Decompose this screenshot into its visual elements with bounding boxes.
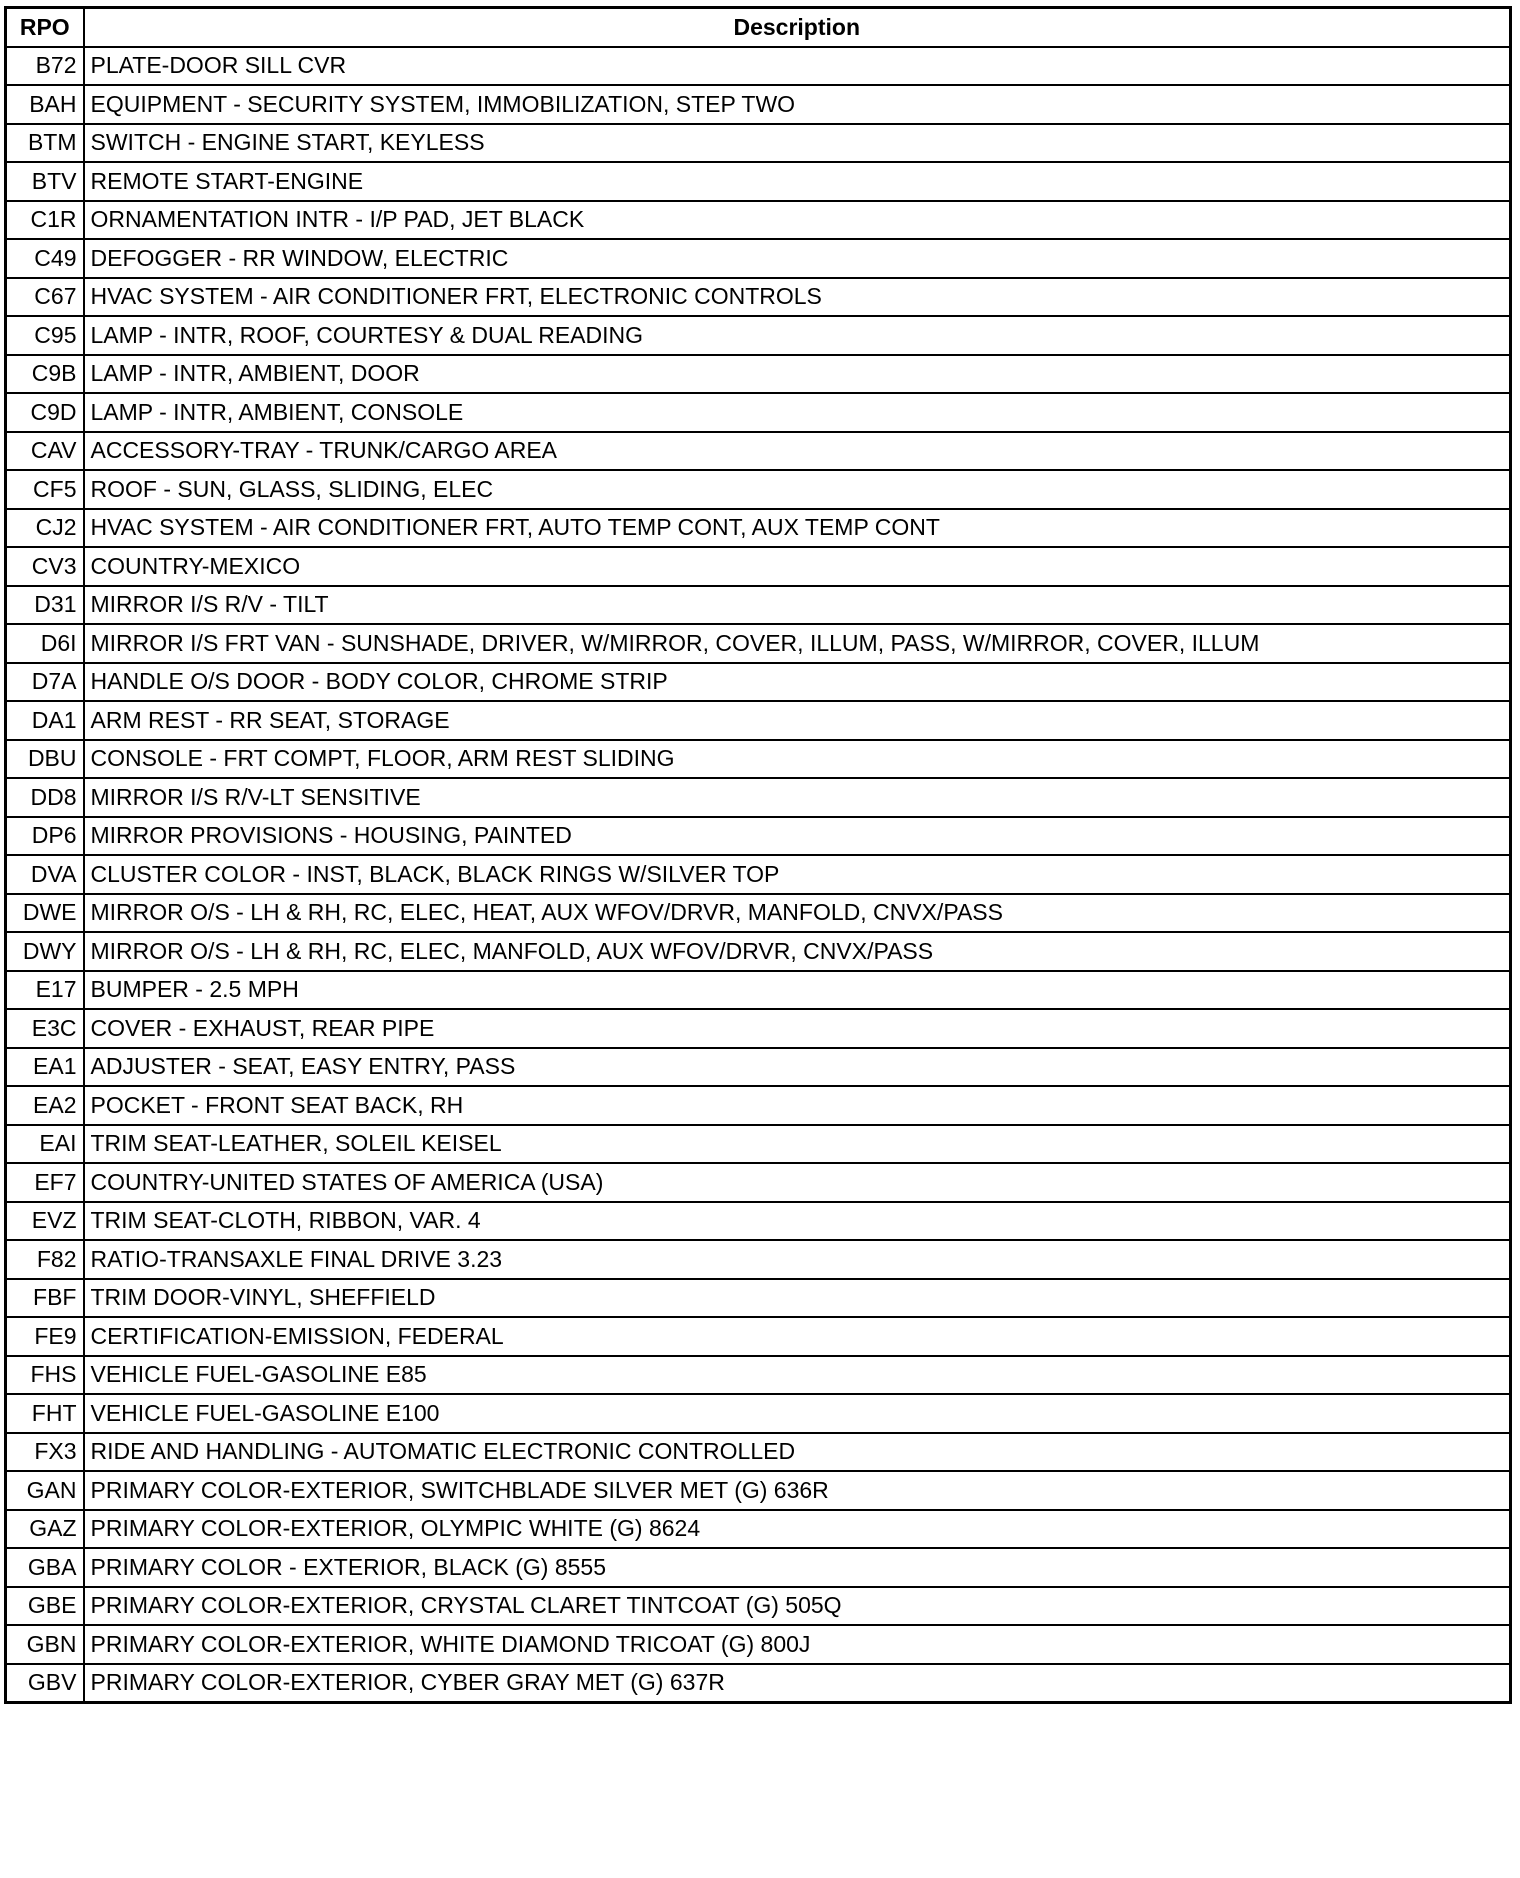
table-row	[6, 393, 1511, 432]
rpo-code-cell: GBV	[6, 1664, 84, 1703]
table-row	[6, 316, 1511, 355]
description-cell: MIRROR O/S - LH & RH, RC, ELEC, MANFOLD, AUX WFOV/DRVR, CNVX/PASS	[84, 932, 1511, 971]
rpo-code-cell: CJ2	[6, 509, 84, 548]
description-cell: DEFOGGER - RR WINDOW, ELECTRIC	[84, 239, 1511, 278]
rpo-code-cell: FHT	[6, 1394, 84, 1433]
rpo-code-cell: C9D	[6, 393, 84, 432]
description-cell: BUMPER - 2.5 MPH	[84, 971, 1511, 1010]
description-cell: MIRROR I/S R/V-LT SENSITIVE	[84, 778, 1511, 817]
rpo-code-cell: DWY	[6, 932, 84, 971]
description-cell: PRIMARY COLOR-EXTERIOR, CYBER GRAY MET (G) 637R	[84, 1664, 1511, 1703]
table-row	[6, 85, 1511, 124]
description-cell: ADJUSTER - SEAT, EASY ENTRY, PASS	[84, 1048, 1511, 1087]
table-row	[6, 778, 1511, 817]
description-cell: ACCESSORY-TRAY - TRUNK/CARGO AREA	[84, 432, 1511, 471]
table-row	[6, 894, 1511, 933]
rpo-code-cell: DWE	[6, 894, 84, 933]
table-row	[6, 1356, 1511, 1395]
description-cell: ARM REST - RR SEAT, STORAGE	[84, 701, 1511, 740]
description-cell: EQUIPMENT - SECURITY SYSTEM, IMMOBILIZATION, STEP TWO	[84, 85, 1511, 124]
description-cell: CONSOLE - FRT COMPT, FLOOR, ARM REST SLIDING	[84, 740, 1511, 779]
rpo-code-cell: FBF	[6, 1279, 84, 1318]
rpo-code-cell: C1R	[6, 201, 84, 240]
table-row	[6, 1086, 1511, 1125]
table-row	[6, 201, 1511, 240]
description-cell: COUNTRY-MEXICO	[84, 547, 1511, 586]
table-row	[6, 1048, 1511, 1087]
table-row	[6, 817, 1511, 856]
table-row	[6, 124, 1511, 163]
description-cell: POCKET - FRONT SEAT BACK, RH	[84, 1086, 1511, 1125]
rpo-code-cell: EAI	[6, 1125, 84, 1164]
table-row	[6, 663, 1511, 702]
description-cell: LAMP - INTR, AMBIENT, DOOR	[84, 355, 1511, 394]
description-cell: MIRROR PROVISIONS - HOUSING, PAINTED	[84, 817, 1511, 856]
rpo-code-cell: GAN	[6, 1471, 84, 1510]
rpo-code-cell: C49	[6, 239, 84, 278]
rpo-code-cell: DBU	[6, 740, 84, 779]
rpo-code-cell: DP6	[6, 817, 84, 856]
description-cell: COUNTRY-UNITED STATES OF AMERICA (USA)	[84, 1163, 1511, 1202]
table-row	[6, 278, 1511, 317]
table-row	[6, 1433, 1511, 1472]
table-row	[6, 740, 1511, 779]
rpo-code-cell: D7A	[6, 663, 84, 702]
description-cell: HVAC SYSTEM - AIR CONDITIONER FRT, ELECTRONIC CONTROLS	[84, 278, 1511, 317]
table-row	[6, 1625, 1511, 1664]
rpo-table	[4, 6, 1512, 1704]
description-cell: COVER - EXHAUST, REAR PIPE	[84, 1009, 1511, 1048]
description-cell: CLUSTER COLOR - INST, BLACK, BLACK RINGS W/SILVER TOP	[84, 855, 1511, 894]
header-row	[6, 8, 1511, 47]
table-row	[6, 586, 1511, 625]
table-row	[6, 1471, 1511, 1510]
table-row	[6, 1664, 1511, 1703]
rpo-code-cell: EVZ	[6, 1202, 84, 1241]
description-cell: PRIMARY COLOR-EXTERIOR, OLYMPIC WHITE (G) 8624	[84, 1510, 1511, 1549]
table-row	[6, 1587, 1511, 1626]
rpo-code-cell: GAZ	[6, 1510, 84, 1549]
table-row	[6, 1163, 1511, 1202]
rpo-code-cell: D6I	[6, 624, 84, 663]
rpo-code-cell: C9B	[6, 355, 84, 394]
table-header	[6, 8, 1511, 47]
description-cell: PLATE-DOOR SILL CVR	[84, 47, 1511, 86]
table-row	[6, 1317, 1511, 1356]
rpo-code-cell: GBA	[6, 1548, 84, 1587]
table-row	[6, 701, 1511, 740]
description-cell: PRIMARY COLOR-EXTERIOR, SWITCHBLADE SILVER MET (G) 636R	[84, 1471, 1511, 1510]
header-description: Description	[84, 8, 1511, 47]
rpo-code-cell: FX3	[6, 1433, 84, 1472]
rpo-code-cell: EA2	[6, 1086, 84, 1125]
description-cell: MIRROR I/S R/V - TILT	[84, 586, 1511, 625]
rpo-code-cell: DA1	[6, 701, 84, 740]
description-cell: RATIO-TRANSAXLE FINAL DRIVE 3.23	[84, 1240, 1511, 1279]
rpo-code-cell: EA1	[6, 1048, 84, 1087]
rpo-code-cell: CF5	[6, 470, 84, 509]
rpo-code-cell: E3C	[6, 1009, 84, 1048]
description-cell: PRIMARY COLOR-EXTERIOR, CRYSTAL CLARET TINTCOAT (G) 505Q	[84, 1587, 1511, 1626]
description-cell: REMOTE START-ENGINE	[84, 162, 1511, 201]
table-row	[6, 624, 1511, 663]
rpo-code-cell: C67	[6, 278, 84, 317]
table-row	[6, 1009, 1511, 1048]
description-cell: CERTIFICATION-EMISSION, FEDERAL	[84, 1317, 1511, 1356]
description-cell: HANDLE O/S DOOR - BODY COLOR, CHROME STRIP	[84, 663, 1511, 702]
table-row	[6, 47, 1511, 86]
description-cell: TRIM SEAT-LEATHER, SOLEIL KEISEL	[84, 1125, 1511, 1164]
description-cell: RIDE AND HANDLING - AUTOMATIC ELECTRONIC CONTROLLED	[84, 1433, 1511, 1472]
table-body	[6, 47, 1511, 1703]
description-cell: TRIM SEAT-CLOTH, RIBBON, VAR. 4	[84, 1202, 1511, 1241]
rpo-code-cell: GBE	[6, 1587, 84, 1626]
table-row	[6, 1394, 1511, 1433]
description-cell: MIRROR O/S - LH & RH, RC, ELEC, HEAT, AUX WFOV/DRVR, MANFOLD, CNVX/PASS	[84, 894, 1511, 933]
table-row	[6, 547, 1511, 586]
description-cell: LAMP - INTR, AMBIENT, CONSOLE	[84, 393, 1511, 432]
header-rpo: RPO	[6, 8, 84, 47]
table-row	[6, 932, 1511, 971]
rpo-code-cell: EF7	[6, 1163, 84, 1202]
rpo-code-cell: FE9	[6, 1317, 84, 1356]
description-cell: ORNAMENTATION INTR - I/P PAD, JET BLACK	[84, 201, 1511, 240]
description-cell: LAMP - INTR, ROOF, COURTESY & DUAL READING	[84, 316, 1511, 355]
table-row	[6, 1240, 1511, 1279]
rpo-code-cell: BAH	[6, 85, 84, 124]
rpo-code-cell: B72	[6, 47, 84, 86]
rpo-code-cell: CV3	[6, 547, 84, 586]
description-cell: ROOF - SUN, GLASS, SLIDING, ELEC	[84, 470, 1511, 509]
description-cell: PRIMARY COLOR-EXTERIOR, WHITE DIAMOND TRICOAT (G) 800J	[84, 1625, 1511, 1664]
rpo-code-cell: GBN	[6, 1625, 84, 1664]
rpo-code-cell: FHS	[6, 1356, 84, 1395]
rpo-code-cell: F82	[6, 1240, 84, 1279]
rpo-code-cell: D31	[6, 586, 84, 625]
description-cell: PRIMARY COLOR - EXTERIOR, BLACK (G) 8555	[84, 1548, 1511, 1587]
rpo-code-cell: CAV	[6, 432, 84, 471]
description-cell: TRIM DOOR-VINYL, SHEFFIELD	[84, 1279, 1511, 1318]
description-cell: VEHICLE FUEL-GASOLINE E100	[84, 1394, 1511, 1433]
description-cell: SWITCH - ENGINE START, KEYLESS	[84, 124, 1511, 163]
description-cell: VEHICLE FUEL-GASOLINE E85	[84, 1356, 1511, 1395]
table-row	[6, 1279, 1511, 1318]
table-row	[6, 355, 1511, 394]
table-row	[6, 1202, 1511, 1241]
description-cell: HVAC SYSTEM - AIR CONDITIONER FRT, AUTO TEMP CONT, AUX TEMP CONT	[84, 509, 1511, 548]
table-row	[6, 509, 1511, 548]
rpo-code-cell: E17	[6, 971, 84, 1010]
table-row	[6, 239, 1511, 278]
table-row	[6, 162, 1511, 201]
table-row	[6, 1548, 1511, 1587]
table-row	[6, 470, 1511, 509]
rpo-code-cell: BTV	[6, 162, 84, 201]
table-row	[6, 1125, 1511, 1164]
rpo-code-cell: BTM	[6, 124, 84, 163]
table-row	[6, 855, 1511, 894]
description-cell: MIRROR I/S FRT VAN - SUNSHADE, DRIVER, W/MIRROR, COVER, ILLUM, PASS, W/MIRROR, COVER, ILLUM	[84, 624, 1511, 663]
table-row	[6, 432, 1511, 471]
table-row	[6, 971, 1511, 1010]
rpo-code-cell: DD8	[6, 778, 84, 817]
rpo-code-cell: DVA	[6, 855, 84, 894]
rpo-code-cell: C95	[6, 316, 84, 355]
table-row	[6, 1510, 1511, 1549]
